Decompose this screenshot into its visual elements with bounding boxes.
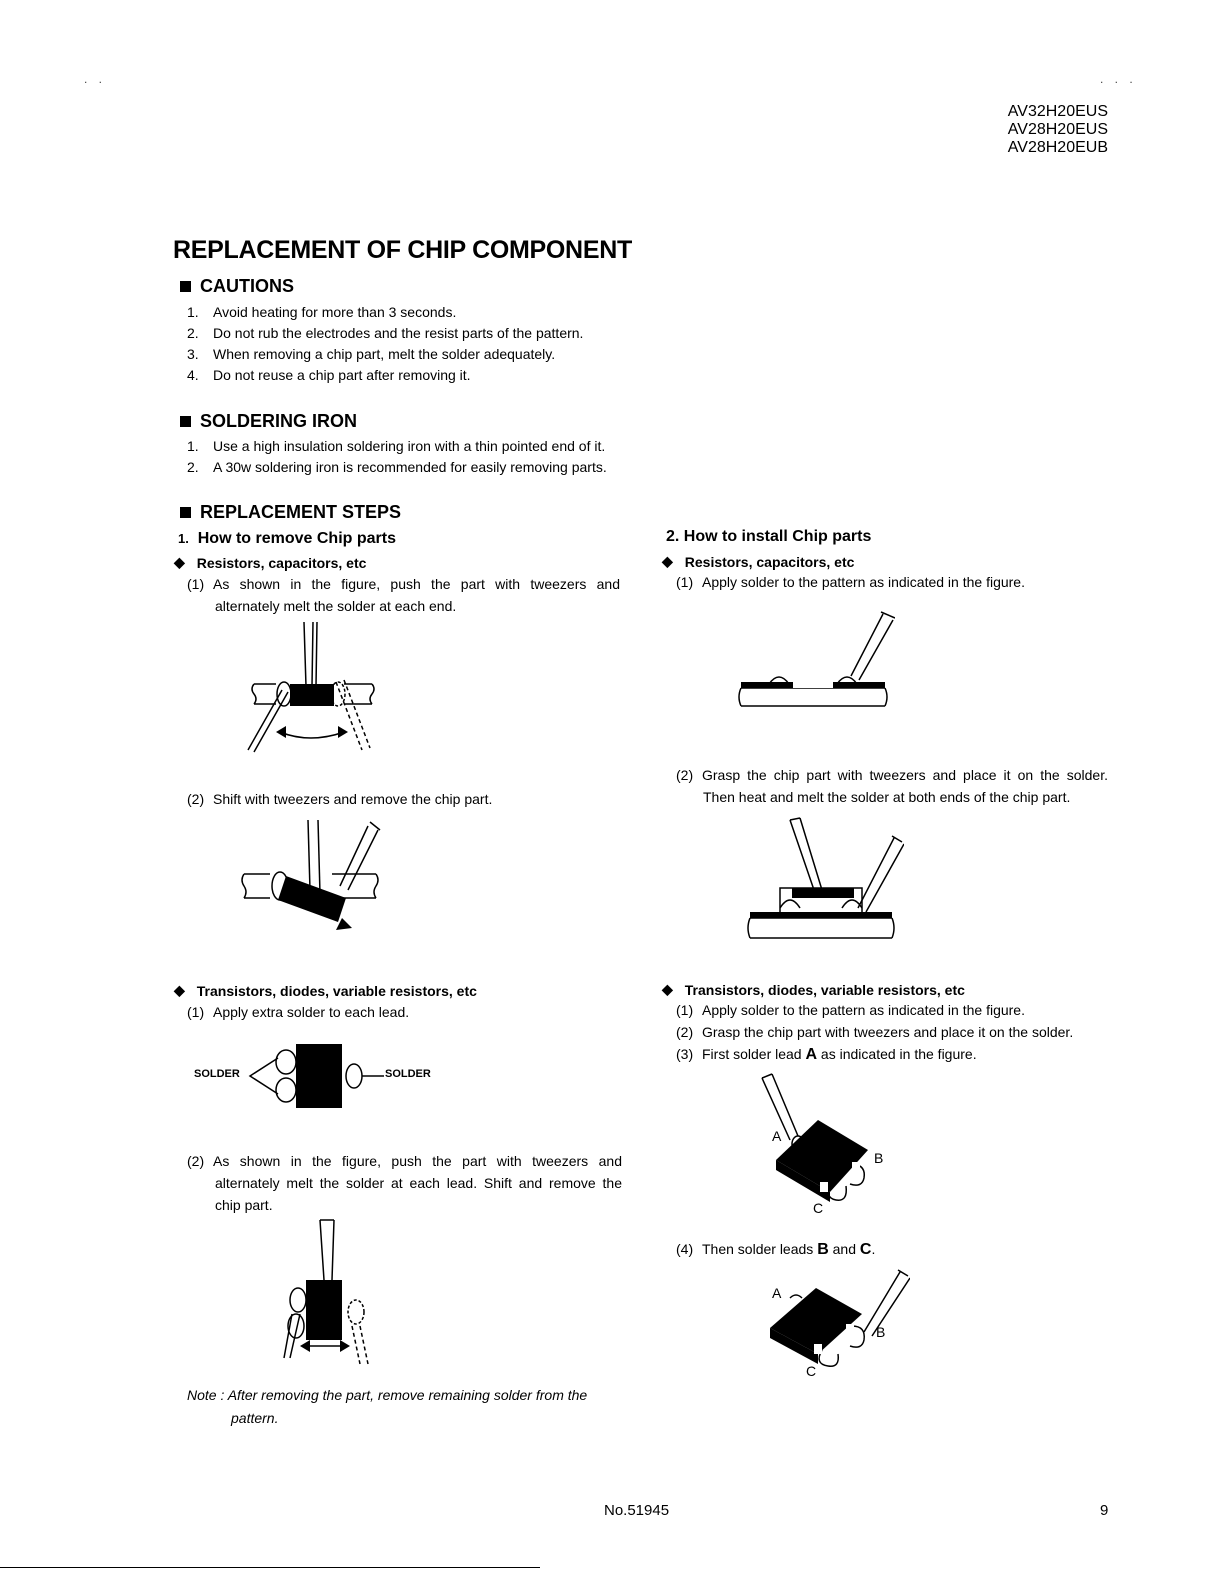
list-item: 3. When removing a chip part, melt the solder adequately. xyxy=(187,346,556,362)
cautions-heading-text: CAUTIONS xyxy=(200,276,294,296)
corner-mark-left: . . xyxy=(84,72,107,86)
install-resistors-step1: (1) Apply solder to the pattern as indicated in the figure. xyxy=(676,574,1025,590)
list-item: 4. Do not reuse a chip part after removing it. xyxy=(187,367,471,383)
remove-resistors-step1: (1) As shown in the figure, push the part with tweezers and alternately melt the solder at each end. xyxy=(187,576,620,614)
remove-transistors-heading: ◆ Transistors, diodes, variable resistors, etc xyxy=(174,982,477,999)
solder-label-right: SOLDER xyxy=(385,1068,431,1080)
figure-remove-chip-shift xyxy=(240,818,390,936)
install-resistors-heading: ◆ Resistors, capacitors, etc xyxy=(662,553,855,570)
list-item: 2. A 30w soldering iron is recommended for easily removing parts. xyxy=(187,459,607,475)
cautions-heading xyxy=(180,276,294,297)
corner-mark-right: . . . xyxy=(1100,72,1137,86)
lead-label-a: A xyxy=(772,1285,782,1301)
list-item: 2. Do not rub the electrodes and the resist parts of the pattern. xyxy=(187,325,584,341)
model-list xyxy=(1008,103,1108,157)
model-name: AV28H20EUS xyxy=(1007,121,1108,138)
install-transistors-heading: ◆ Transistors, diodes, variable resistors, etc xyxy=(662,981,965,998)
install-transistors-steps: (1) Apply solder to the pattern as indicated in the figure. (2) Grasp the chip part with tweezers and place it on the solder. (3) First solder lead A as indicated in the figure. xyxy=(676,1002,1074,1063)
lead-label-b: B xyxy=(876,1324,886,1340)
remove-transistors-step2: (2) As shown in the figure, push the part with tweezers and alternately melt the solder at each lead. Shift and remove the chip part. xyxy=(187,1153,622,1213)
install-heading: 2. How to install Chip parts xyxy=(666,528,872,545)
square-bullet-icon xyxy=(180,416,191,427)
figure-solder-lead-a xyxy=(750,1072,880,1212)
replacement-steps-heading xyxy=(180,502,401,523)
square-bullet-icon xyxy=(180,281,191,292)
diamond-bullet-icon: ◆ xyxy=(662,553,673,569)
diamond-bullet-icon: ◆ xyxy=(662,981,673,997)
solder-label-left: SOLDER xyxy=(194,1068,240,1080)
install-transistors-step4: (4) Then solder leads B and C. xyxy=(676,1241,876,1258)
remove-resistors-step2: (2) Shift with tweezers and remove the chip part. xyxy=(187,791,493,807)
figure-place-chip xyxy=(744,812,904,944)
lead-label-b: B xyxy=(874,1150,884,1166)
square-bullet-icon xyxy=(180,507,191,518)
remove-resistors-heading: ◆ Resistors, capacitors, etc xyxy=(174,554,367,571)
figure-extra-solder xyxy=(244,1040,389,1112)
soldering-iron-list xyxy=(187,436,607,478)
page-number: 9 xyxy=(1100,1502,1109,1519)
figure-apply-solder-pattern xyxy=(735,610,895,710)
soldering-iron-heading xyxy=(180,411,357,432)
list-item: 1. Avoid heating for more than 3 seconds. xyxy=(187,304,457,320)
remove-transistors-step1: (1) Apply extra solder to each lead. xyxy=(187,1004,410,1020)
page-title: REPLACEMENT OF CHIP COMPONENT xyxy=(173,236,632,264)
replacement-steps-heading-text: REPLACEMENT STEPS xyxy=(200,502,402,522)
lead-label-a: A xyxy=(772,1128,782,1144)
install-resistors-step2: (2) Grasp the chip part with tweezers and place it on the solder. Then heat and melt the solder at both ends of the chip part. xyxy=(676,767,1108,805)
lead-label-c: C xyxy=(806,1363,817,1379)
diamond-bullet-icon: ◆ xyxy=(174,554,185,570)
remove-heading: 1. How to remove Chip parts xyxy=(178,530,396,547)
lead-label-c: C xyxy=(813,1200,824,1216)
cautions-list xyxy=(187,302,583,386)
doc-number: No.51945 xyxy=(604,1502,670,1519)
note: Note : After removing the part, remove remaining solder from the pattern. xyxy=(187,1387,588,1426)
figure-remove-chip-push xyxy=(240,620,390,755)
list-item: 1. Use a high insulation soldering iron with a thin pointed end of it. xyxy=(187,438,606,454)
soldering-iron-heading-text: SOLDERING IRON xyxy=(200,411,358,431)
model-name: AV28H20EUB xyxy=(1007,139,1108,156)
model-name: AV32H20EUS xyxy=(1007,103,1108,120)
bottom-rule xyxy=(0,1567,540,1568)
figure-remove-transistor xyxy=(276,1218,376,1368)
diamond-bullet-icon: ◆ xyxy=(174,982,185,998)
figure-solder-leads-bc xyxy=(760,1268,910,1378)
